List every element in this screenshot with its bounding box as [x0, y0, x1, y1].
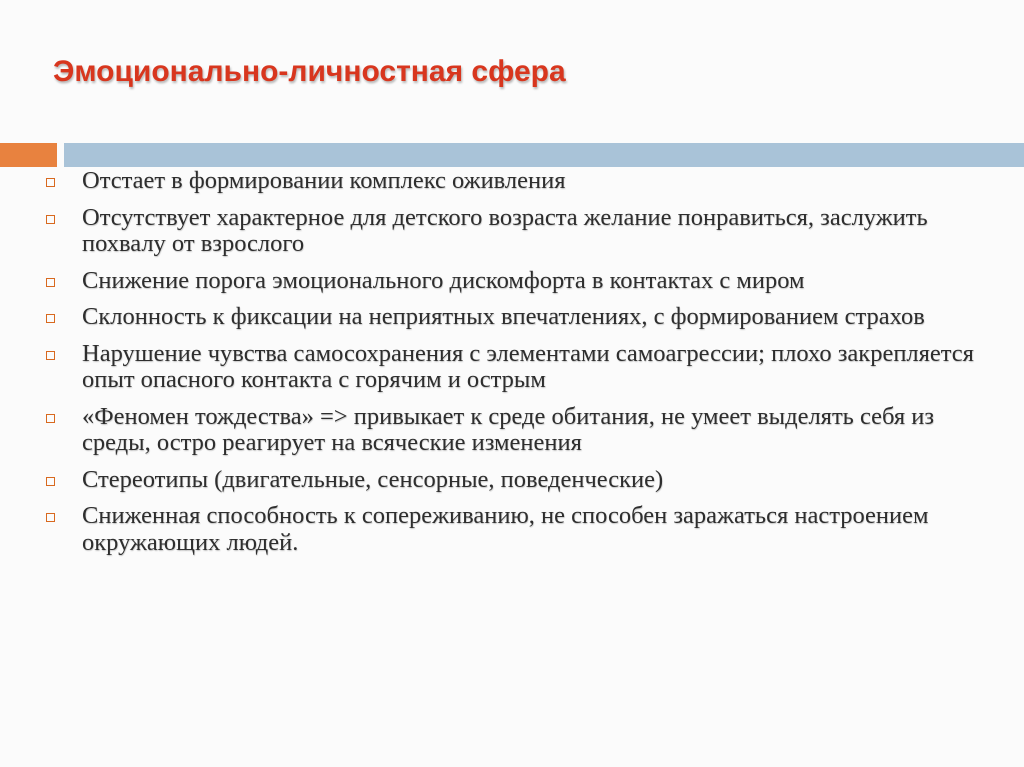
bullet-text: «Феномен тождества» => привыкает к среде обитания, не умеет выделять себя из среды, остро реагирует на всяческие изменения — [82, 402, 935, 456]
hollow-square-bullet-icon — [46, 278, 55, 287]
hollow-square-bullet-icon — [46, 513, 55, 522]
hollow-square-bullet-icon — [46, 477, 55, 486]
bullet-text: Склонность к фиксации на неприятных впечатлениях, с формированием страхов — [82, 303, 925, 330]
bullet-item — [44, 341, 984, 394]
bullet-item — [44, 503, 984, 556]
bullet-text: Снижение порога эмоционального дискомфорта в контактах с миром — [82, 266, 805, 294]
hollow-square-bullet-icon — [46, 351, 55, 360]
hollow-square-bullet-icon — [46, 215, 55, 224]
bullet-item — [44, 168, 984, 195]
bullet-list — [44, 168, 984, 566]
bullet-item — [44, 205, 984, 258]
header-rule-bar — [64, 143, 1024, 167]
bullet-item — [44, 467, 984, 494]
bullet-text: Отсутствует характерное для детского возраста желание понравиться, заслужить похвалу от взрослого — [82, 203, 928, 257]
accent-bar — [0, 143, 57, 167]
bullet-text: Стереотипы (двигательные, сенсорные, поведенческие) — [82, 465, 664, 493]
bullet-item — [44, 268, 984, 295]
bullet-text: Нарушение чувства самосохранения с элементами самоагрессии; плохо закрепляется опыт опасного контакта с горячим и острым — [82, 339, 974, 393]
hollow-square-bullet-icon — [46, 178, 55, 187]
bullet-text: Сниженная способность к сопереживанию, не способен заражаться настроением окружающих людей. — [82, 502, 929, 556]
hollow-square-bullet-icon — [46, 314, 55, 323]
hollow-square-bullet-icon — [46, 414, 55, 423]
bullet-item — [44, 404, 984, 457]
slide-title: Эмоционально-личностная сфера — [53, 55, 566, 88]
bullet-text: Отстает в формировании комплекс оживления — [82, 167, 566, 194]
bullet-item — [44, 304, 984, 331]
